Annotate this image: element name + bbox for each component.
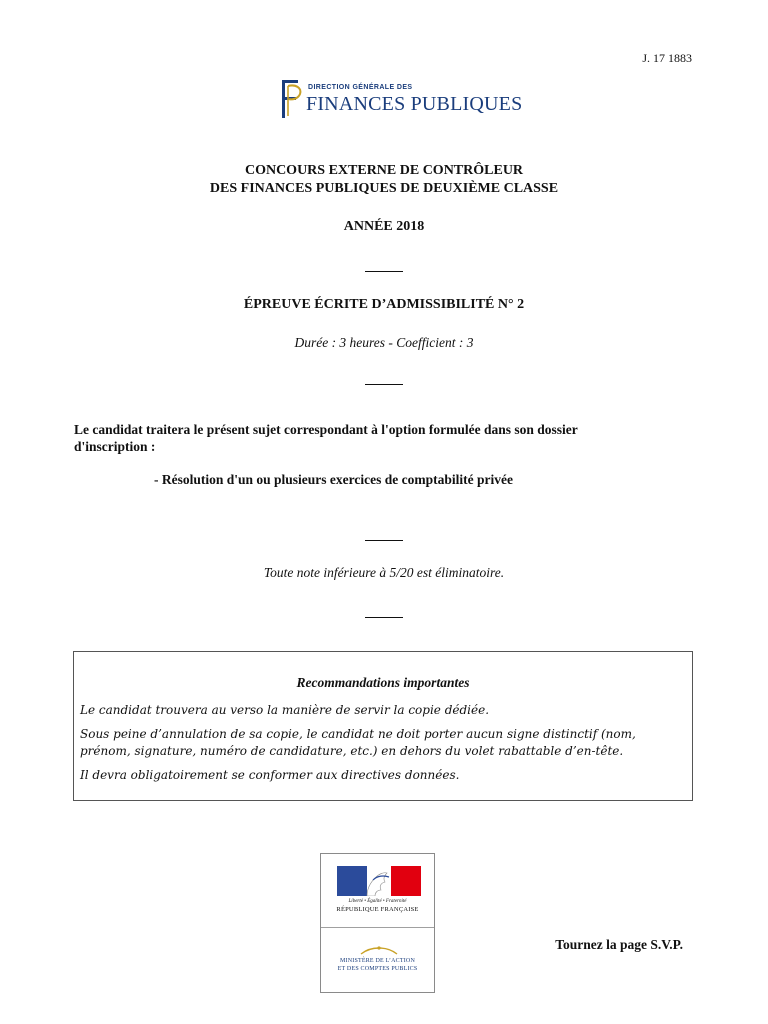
republic-name: RÉPUBLIQUE FRANÇAISE (336, 906, 419, 913)
recommendation-anonymity-line1: Sous peine d’annulation de sa copie, le candidat ne doit porter aucun signe distinctif (nom, (80, 727, 636, 741)
elimination-note: Toute note inférieure à 5/20 est éliminatoire. (263, 565, 505, 580)
logo-divider (321, 927, 434, 928)
contest-title-line2: DES FINANCES PUBLIQUES DE DEUXIÈME CLASSE (209, 181, 559, 196)
recommendations-title: Recommandations importantes (296, 675, 470, 690)
separator-rule (365, 540, 403, 541)
logo-top-line: DIRECTION GÉNÉRALE DES (308, 84, 413, 91)
turn-page-notice: Tournez la page S.V.P. (555, 937, 683, 952)
instruction-line1: Le candidat traitera le présent sujet correspondant à l'option formulée dans son dossier (74, 422, 578, 437)
recommendation-directives: Il devra obligatoirement se conformer aux directives données. (80, 768, 460, 782)
recommendation-anonymity-line2: prénom, signature, numéro de candidature, etc.) en dehors du volet rabattable d’en-tête. (80, 744, 624, 758)
exam-duration: Durée : 3 heures - Coefficient : 3 (294, 335, 474, 350)
document-reference: J. 17 1883 (642, 51, 692, 65)
exam-name: ÉPREUVE ÉCRITE D’ADMISSIBILITÉ N° 2 (243, 297, 525, 312)
dgfip-logo (272, 78, 523, 122)
recommendations-box (73, 651, 693, 801)
instruction-line2: d'inscription : (74, 439, 156, 454)
ministry-name-line2: ET DES COMPTES PUBLICS (337, 966, 418, 972)
exam-option: - Résolution d'un ou plusieurs exercices de comptabilité privée (154, 472, 513, 487)
logo-main-line: FINANCES PUBLIQUES (306, 93, 523, 115)
separator-rule (365, 617, 403, 618)
dgfip-emblem-icon (276, 78, 304, 120)
ministry-arc-icon (359, 945, 399, 955)
separator-rule (365, 271, 403, 272)
ministry-name-line1: MINISTÈRE DE L’ACTION (340, 958, 415, 964)
contest-year: ANNÉE 2018 (343, 219, 425, 234)
recommendation-copy-usage: Le candidat trouvera au verso la manière de servir la copie dédiée. (80, 703, 490, 717)
republique-francaise-logo (320, 853, 435, 993)
marianne-flag-icon (337, 866, 421, 896)
separator-rule (365, 384, 403, 385)
contest-title-line1: CONCOURS EXTERNE DE CONTRÔLEUR (244, 163, 524, 178)
republic-motto: Liberté • Égalité • Fraternité (348, 899, 407, 904)
